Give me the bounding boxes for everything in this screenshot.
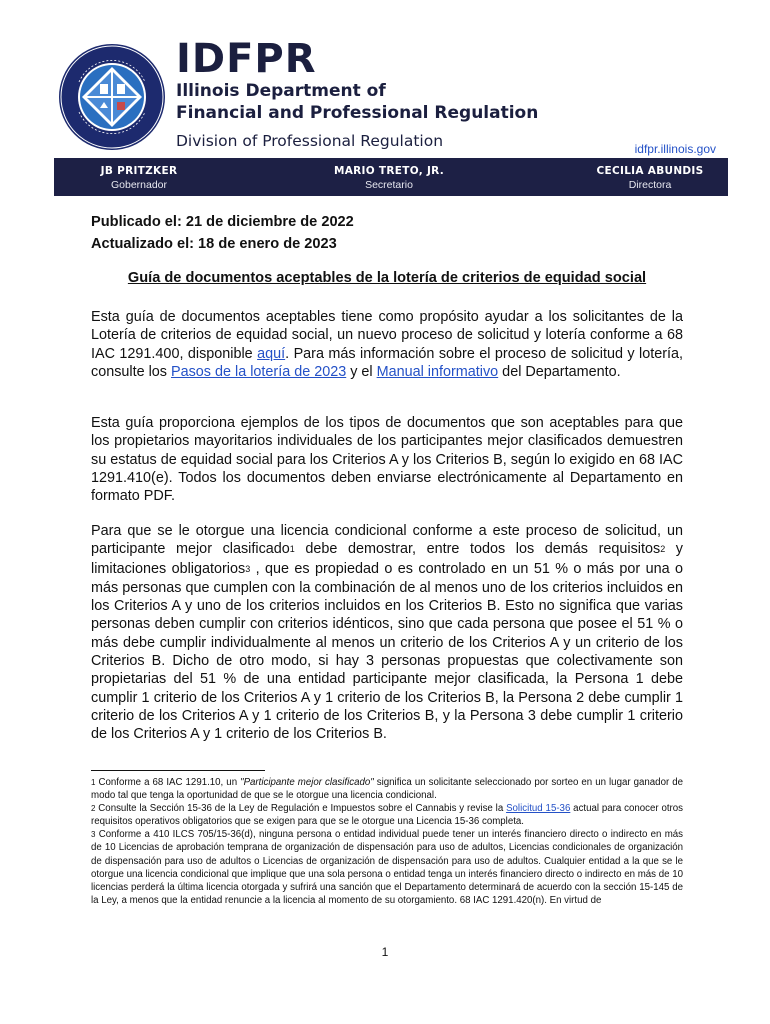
para3-text-b: debe demostrar, entre todos los demás requisitos — [294, 541, 661, 558]
brand-name: IDFPR — [176, 36, 317, 82]
link-aqui[interactable]: aquí — [257, 345, 286, 362]
paragraph-guide: Esta guía proporciona ejemplos de los tipos de documentos que son aceptables para que los propietarios mayoritarios individuales de los participantes mejor clasificados demuestren su estatus de equidad social para los Criterios A y los Criterios B, según lo exigido en 68 IAC 1291.410(e). Todos los documentos deben enviarse electrónicamente al Departamento en formato PDF. — [91, 415, 683, 505]
official-governor — [89, 165, 189, 191]
footnote-text: significa un solicitante seleccionado por sorteo en un lugar ganador de modo tal que tenga la oportunidad de que se le otorgue una licencia condicional. — [91, 777, 684, 802]
footnotes — [91, 776, 683, 907]
document-dates — [91, 211, 354, 255]
link-pasos-loteria[interactable]: Pasos de la lotería de 2023 — [171, 363, 347, 380]
footnote-ref-1: 1 — [289, 544, 295, 555]
department-line-2: Financial and Professional Regulation — [176, 103, 539, 123]
footnote-number: 1 — [91, 778, 96, 787]
official-name: JB PRITZKER — [100, 165, 178, 177]
official-secretary — [309, 165, 469, 191]
para3-text-d: , que es propiedad o es controlado en un 51 % o más por una o más personas que cumplen con la combinación de al menos uno de los criterios incluidos en los Criterios A y uno de los criterios incluidos en los Criterios B. Esto no significa que varias personas deben cumplir con criterios idénticos, sino que cada persona que posee el 51 % o más debe cumplir individualmente al menos un criterio de los Criterios A y un criterio de los Criterios B. Dicho de otro modo, si hay 3 personas propuestas que colectivamente son propietarias del 51 % de una entidad participante mejor clasificada, la Persona 1 debe cumplir 1 criterio de los Criterios A y 1 criterio de los Criterios B, la Persona 2 debe cumplir 1 criterio de los Criterios A y 1 criterio de los Criterios B, y la Persona 3 debe cumplir 1 criterio de los Criterios A y 1 criterio de los Criterios B. — [91, 560, 683, 743]
footnote-number: 3 — [91, 830, 96, 840]
para1-text-b: . Para más información sobre el proceso de solicitud y lotería, consulte los — [91, 345, 684, 380]
website-link[interactable]: idfpr.illinois.gov — [634, 142, 716, 156]
official-title: Secretario — [365, 179, 413, 191]
footnote-number: 2 — [91, 804, 96, 814]
department-line-1: Illinois Department of — [176, 81, 386, 101]
paragraph-intro — [91, 308, 683, 381]
official-name: MARIO TRETO, JR. — [333, 165, 445, 177]
footnote-3 — [91, 828, 683, 907]
link-manual-informativo[interactable]: Manual informativo — [376, 363, 499, 380]
footnote-italic-term: "Participante mejor clasificado" — [240, 777, 374, 788]
footnote-text: Conforme a 410 ILCS 705/15-36(d), ninguna persona o entidad individual puede tener un interés financiero directo o indirecto en más de 10 Licencias de aprobación temprana de organización de dispensación para uso de adultos, Licencias condicionales de organización de dispensación para uso de adultos o Licencias de organización de dispensación para uso de adultos. Cualquier entidad a la que se le otorgue una licencia condicional que implique que una sola persona o entidad tenga un interés financiero directo o indirecto en más de 10 licencias perderá la última licencia otorgada y sufrirá una sanción que el Departamento determinará de acuerdo con la sección 15-145 de la Ley, a menos que la entidad renuncie a la licencia al momento de su otorgamiento. 68 IAC 1291.420(n). En virtud de — [91, 829, 683, 906]
paragraph-requirements — [91, 522, 683, 744]
brand-block — [176, 38, 538, 124]
updated-date: Actualizado el: 18 de enero de 2023 — [91, 236, 337, 252]
footnote-1 — [91, 776, 683, 802]
para3-text-c: y limitaciones obligatorios — [91, 541, 683, 577]
document-title: Guía de documentos aceptables de la lotería de criterios de equidad social — [127, 270, 647, 286]
footnote-ref-3: 3 — [245, 563, 251, 574]
footnote-2 — [91, 802, 683, 828]
official-director — [580, 165, 720, 191]
published-date: Publicado el: 21 de diciembre de 2022 — [91, 214, 354, 230]
footnote-text: Conforme a 68 IAC 1291.10, un — [95, 777, 241, 788]
division-name: Division of Professional Regulation — [176, 132, 444, 150]
para3-text-a: Para que se le otorgue una licencia condicional conforme a este proceso de solicitud, un participante mejor clasificado — [91, 523, 683, 558]
para1-text-d: del Departamento. — [498, 363, 621, 380]
official-title: Directora — [628, 179, 672, 191]
official-title: Gobernador — [110, 179, 168, 191]
footnote-divider — [91, 770, 265, 771]
para1-text-c: y el — [346, 363, 377, 380]
footnote-ref-2: 2 — [660, 544, 666, 555]
link-solicitud-15-36[interactable]: Solicitud 15-36 — [506, 803, 571, 815]
footnote-text: actual para conocer otros requisitos operativos obligatorios que se exigen para que se le otorgue una Licencia 15-36 completa. — [91, 803, 683, 828]
para1-text-a: Esta guía de documentos aceptables tiene como propósito ayudar a los solicitantes de la Lotería de criterios de equidad social, un nuevo proceso de solicitud y lotería conforme a 68 IAC 1291.400, disponible — [91, 309, 683, 362]
footnote-text: Consulte la Sección 15-36 de la Ley de Regulación e Impuestos sobre el Cannabis y revise la — [95, 803, 507, 815]
idfpr-seal-logo — [57, 42, 167, 152]
officials-banner — [54, 158, 728, 196]
page-number: 1 — [381, 945, 389, 959]
official-name: CECILIA ABUNDIS — [596, 165, 704, 177]
